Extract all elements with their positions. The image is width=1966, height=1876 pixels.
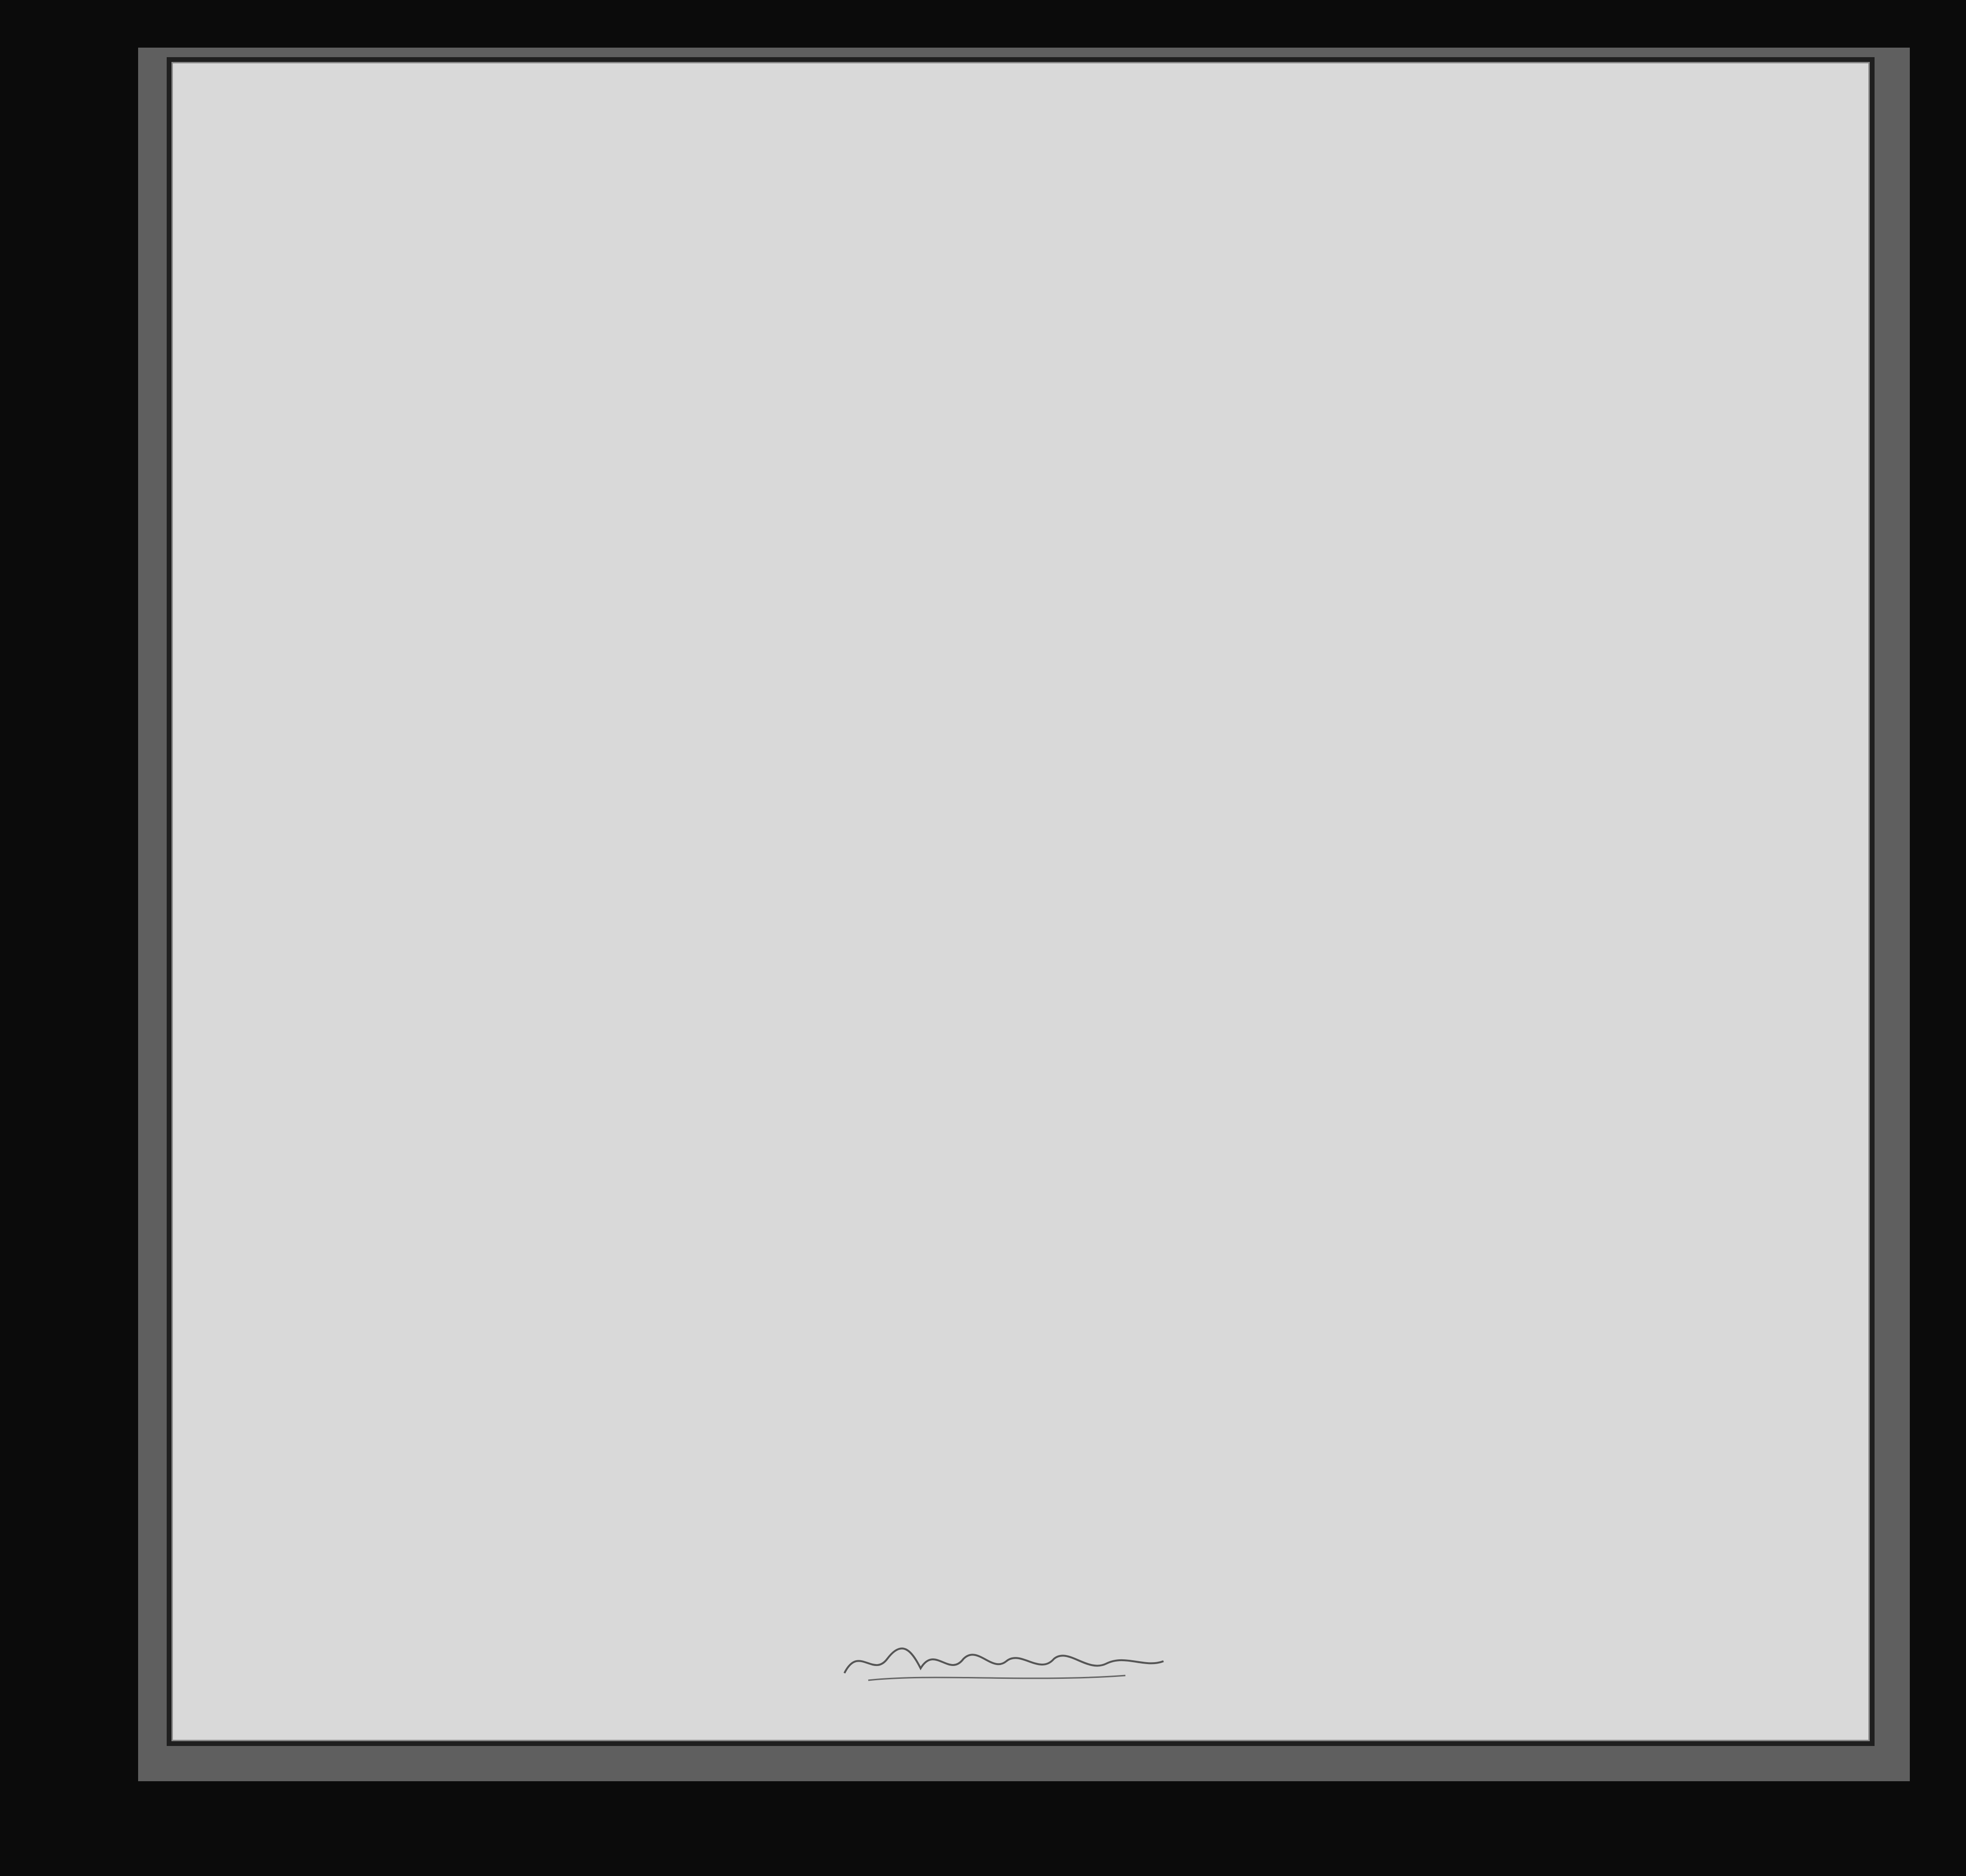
- table-grid: [173, 63, 1868, 1740]
- inspector-signature: [840, 1635, 1173, 1692]
- manifest-sheet: [171, 62, 1870, 1741]
